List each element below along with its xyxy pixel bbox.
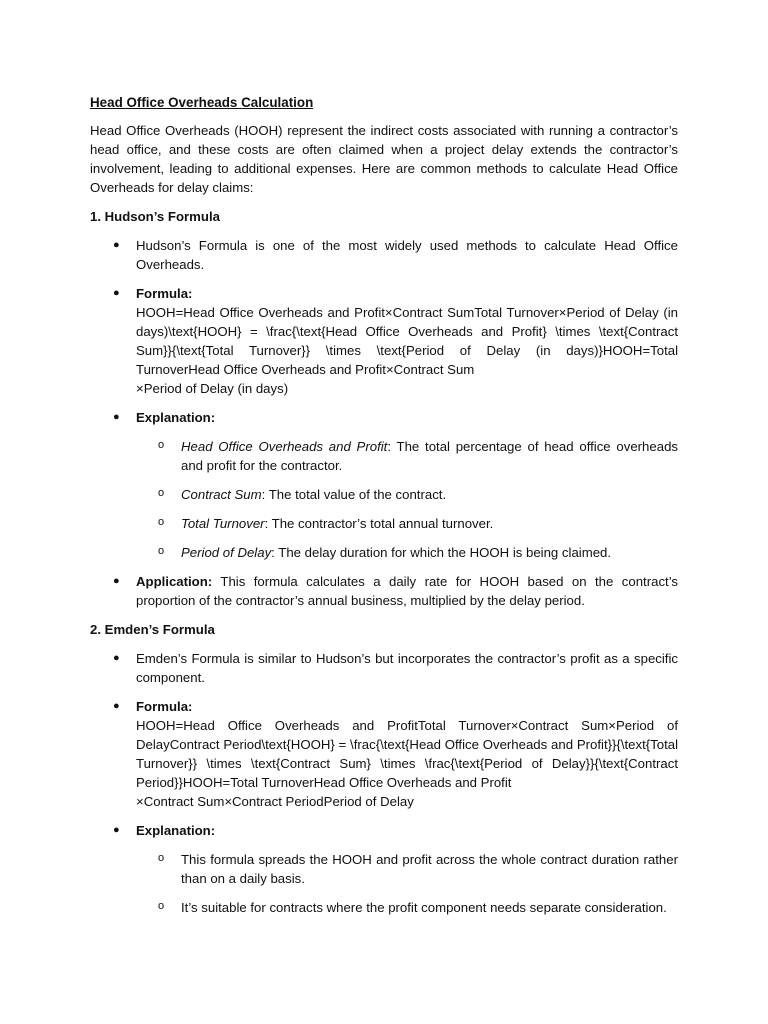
emden-intro-text: Emden’s Formula is similar to Hudson’s but incorporates the contractor’s profit as a specific component. — [136, 651, 678, 685]
hudson-explanation-list — [136, 437, 678, 562]
term-description: : The total value of the contract. — [261, 487, 447, 502]
term-description: : The delay duration for which the HOOH is being claimed. — [271, 545, 612, 560]
list-item — [90, 236, 678, 274]
list-item — [90, 821, 678, 917]
list-item — [90, 649, 678, 687]
hudson-list — [90, 236, 678, 610]
term: Head Office Overheads and Profit — [181, 439, 388, 454]
bullet-icon: ● — [113, 652, 120, 664]
hudson-formula-tail: ×Period of Delay (in days) — [136, 381, 289, 396]
intro-paragraph: Head Office Overheads (HOOH) represent the indirect costs associated with running a contractor’s head office, and these costs are often claimed when a project delay extends the contractor’s involvement, leading to additional expenses. Here are common methods to calculate Head Office Overheads for delay claims: — [90, 123, 678, 195]
bullet-icon: ● — [113, 824, 120, 836]
formula-label: Formula: — [136, 286, 193, 301]
bullet-icon: ● — [113, 411, 120, 423]
application-text: This formula calculates a daily rate for HOOH based on the contract’s proportion of the contractor’s annual business, multiplied by the delay period. — [136, 574, 678, 608]
term-description: : The total percentage of head office overheads and profit for the contractor. — [181, 439, 678, 473]
emden-formula-text: HOOH=Head Office Overheads and ProfitTotal Turnover×Contract Sum×Period of DelayContract Period\text{HOOH} = \frac{\text{Head Office Overheads and Profit}}{\text{Total Turnover}} \times \text{Contract Sum} \times \frac{\text{Period of Delay}}{\text{Contract Period}}HOOH=Total TurnoverHead Office Overheads and Profit — [136, 718, 678, 790]
term-description: : The contractor’s total annual turnover. — [264, 516, 494, 531]
bullet-icon: ● — [113, 575, 120, 587]
explanation-label: Explanation: — [136, 823, 216, 838]
application-label: Application: — [136, 574, 213, 589]
circle-bullet-icon: o — [158, 545, 165, 557]
term: Total Turnover — [181, 516, 265, 531]
sub-list-item — [136, 485, 678, 504]
list-item — [90, 697, 678, 811]
circle-bullet-icon: o — [158, 852, 165, 864]
emden-list — [90, 649, 678, 917]
sub-list-item — [136, 543, 678, 562]
section-heading-emden: 2. Emden’s Formula — [90, 622, 215, 637]
sub-list-item — [136, 850, 678, 888]
circle-bullet-icon: o — [158, 900, 165, 912]
sub-list-item — [136, 514, 678, 533]
emden-formula-tail: ×Contract Sum×Contract PeriodPeriod of Delay — [136, 794, 414, 809]
circle-bullet-icon: o — [158, 516, 165, 528]
sub-list-item — [136, 898, 678, 917]
list-item — [90, 572, 678, 610]
sub-list-item — [136, 437, 678, 475]
section-heading-hudson: 1. Hudson’s Formula — [90, 209, 220, 224]
list-item — [90, 284, 678, 398]
document-title: Head Office Overheads Calculation — [90, 95, 314, 110]
emden-explanation-list — [136, 850, 678, 917]
bullet-icon: ● — [113, 700, 120, 712]
formula-label: Formula: — [136, 699, 193, 714]
explanation-text: It’s suitable for contracts where the profit component needs separate consideration. — [181, 900, 667, 915]
hudson-formula-text: HOOH=Head Office Overheads and Profit×Contract SumTotal Turnover×Period of Delay (in days)\text{HOOH} = \frac{\text{Head Office Overheads and Profit} \times \text{Contract Sum}}{\text{Total Turnover}} \times \text{Period of Delay (in days)}HOOH=Total TurnoverHead Office Overheads and Profit×Contract Sum — [136, 305, 678, 377]
bullet-icon: ● — [113, 239, 120, 251]
list-item — [90, 408, 678, 562]
circle-bullet-icon: o — [158, 439, 165, 451]
bullet-icon: ● — [113, 287, 120, 299]
term: Period of Delay — [181, 545, 272, 560]
explanation-label: Explanation: — [136, 410, 216, 425]
term: Contract Sum — [181, 487, 262, 502]
circle-bullet-icon: o — [158, 487, 165, 499]
hudson-intro-text: Hudson’s Formula is one of the most widely used methods to calculate Head Office Overheads. — [136, 238, 678, 272]
explanation-text: This formula spreads the HOOH and profit across the whole contract duration rather than on a daily basis. — [181, 852, 678, 886]
